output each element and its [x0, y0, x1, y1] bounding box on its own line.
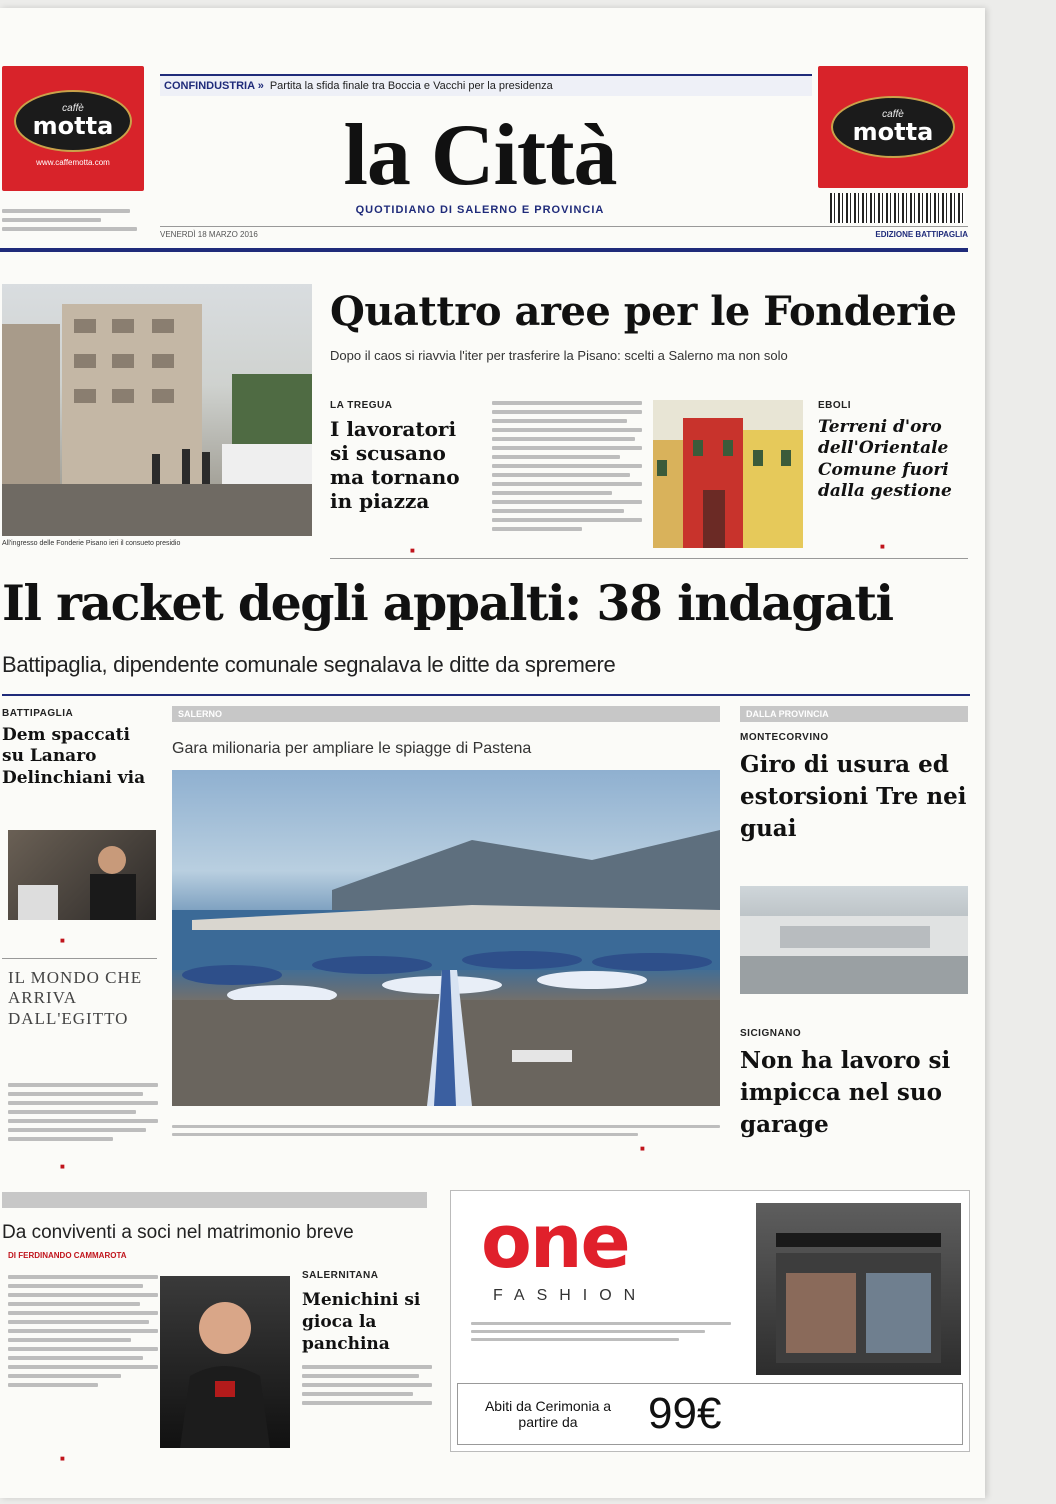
story1-deck: Dopo il caos si riavvia l'iter per trasferire la Pisano: scelti a Salerno ma non solo	[330, 348, 788, 363]
bottom-section-band	[2, 1192, 427, 1208]
right-kicker2: SICIGNANO	[740, 1028, 802, 1039]
sports-story[interactable]	[302, 1270, 432, 1410]
edition-label: EDIZIONE BATTIPAGLIA	[875, 230, 968, 239]
building-illustration	[2, 284, 312, 536]
right-photo	[740, 886, 968, 994]
page-ref[interactable]	[60, 936, 65, 945]
story1-kicker: LA TREGUA	[330, 400, 393, 411]
fashion-label: FASHION	[493, 1287, 648, 1304]
storefront-illustration	[740, 886, 968, 994]
page-ref[interactable]	[60, 1162, 65, 1171]
one-fashion-ad[interactable]	[450, 1190, 970, 1452]
eboli-photo	[653, 400, 803, 548]
right-section-band	[740, 706, 968, 722]
bottom-body	[8, 1270, 158, 1392]
center-section-band	[172, 706, 720, 722]
motta-logo	[14, 90, 132, 152]
page-ref[interactable]	[880, 542, 885, 551]
left-divider	[2, 958, 157, 959]
story2-headline: Terreni d'oro dell'Orientale Comune fuori dalla gestione	[818, 417, 952, 501]
teaser-label: CONFINDUSTRIA »	[164, 80, 264, 92]
page-ref[interactable]	[60, 1454, 65, 1463]
issue-date: VENERDÌ 18 MARZO 2016	[160, 230, 258, 239]
barcode	[830, 193, 965, 223]
beach-photo	[172, 770, 720, 1106]
culture-title[interactable]: IL MONDO CHE ARRIVA DALL'EGITTO	[8, 968, 143, 1028]
newspaper-page	[0, 8, 985, 1498]
ad-brand: motta	[32, 112, 114, 140]
motta-logo-right	[831, 96, 955, 158]
right-ad-motta[interactable]	[818, 66, 968, 188]
story1-sub-headline: I lavoratori si scusano ma tornano in piazza	[330, 417, 460, 513]
storefront-photo	[756, 1203, 961, 1375]
top-teaser-bar[interactable]	[160, 74, 812, 96]
sports-headline: Menichini si gioca la panchina	[302, 1290, 421, 1355]
person-illustration	[8, 830, 156, 920]
right-story2[interactable]	[740, 1028, 968, 1142]
masthead-dateline	[160, 226, 968, 242]
story2[interactable]	[818, 400, 968, 502]
right-story1[interactable]	[740, 732, 968, 846]
lead-rule	[2, 694, 970, 696]
right-headline2: Non ha lavoro si impicca nel suo garage	[740, 1047, 951, 1139]
coach-illustration	[160, 1276, 290, 1448]
masthead-subtitle: QUOTIDIANO DI SALERNO E PROVINCIA	[355, 204, 605, 216]
fonderie-photo-caption: All'ingresso delle Fonderie Pisano ieri il consueto presidio	[2, 540, 181, 547]
masthead-title: la Città	[343, 107, 617, 204]
story1-sidebar[interactable]	[330, 400, 480, 513]
fonderie-photo	[2, 284, 312, 536]
beach-caption-lines	[172, 1120, 720, 1141]
ad-brand-right: motta	[852, 118, 934, 146]
culture-body	[8, 1078, 158, 1146]
ad-price-label: Abiti da Cerimonia a partire da	[484, 1398, 612, 1430]
page-ref[interactable]	[410, 546, 415, 555]
lead-deck: Battipaglia, dipendente comunale segnalava le ditte da spremere	[2, 652, 616, 677]
ad-url: www.caffemotta.com	[36, 158, 110, 167]
right-headline1: Giro di usura ed estorsioni Tre nei guai	[740, 751, 967, 843]
lead-headline[interactable]: Il racket degli appalti: 38 indagati	[2, 574, 893, 632]
center-headline[interactable]: Gara milionaria per ampliare le spiagge di Pastena	[172, 740, 532, 757]
story2-kicker: EBOLI	[818, 400, 852, 411]
center-section-tag: SALERNO	[178, 709, 223, 719]
red-building-illustration	[653, 400, 803, 548]
coach-photo	[160, 1276, 290, 1448]
bottom-byline: DI FERDINANDO CAMMAROTA	[8, 1251, 127, 1260]
page-ref[interactable]	[640, 1144, 645, 1153]
ad-price: 99€	[648, 1389, 722, 1438]
teaser-text: Partita la sfida finale tra Boccia e Vacchi per la presidenza	[269, 80, 553, 92]
left-masthead-info	[2, 204, 144, 236]
left-col-story[interactable]	[2, 708, 157, 789]
left-headline: Dem spaccati su Lanaro Delinchiani via	[2, 725, 146, 788]
left-photo	[8, 830, 156, 920]
left-kicker: BATTIPAGLIA	[2, 708, 74, 719]
sports-kicker: SALERNITANA	[302, 1270, 379, 1281]
right-kicker1: MONTECORVINO	[740, 732, 829, 743]
story1-headline[interactable]: Quattro aree per le Fonderie	[330, 288, 957, 335]
ad-brand-top: caffè	[62, 103, 84, 114]
divider	[330, 558, 968, 559]
story1-body	[492, 396, 642, 536]
ad-brand-top-right: caffè	[882, 109, 904, 120]
beach-illustration	[172, 770, 720, 1106]
right-section-tag: DALLA PROVINCIA	[746, 709, 829, 719]
masthead-rule	[0, 248, 968, 252]
ad-text-lines	[471, 1317, 731, 1346]
shop-illustration	[756, 1203, 961, 1375]
bottom-headline[interactable]: Da conviventi a soci nel matrimonio breve	[2, 1222, 354, 1243]
left-ad-motta[interactable]	[2, 66, 144, 191]
one-logo: one	[481, 1199, 629, 1285]
ad-price-box	[457, 1383, 963, 1445]
